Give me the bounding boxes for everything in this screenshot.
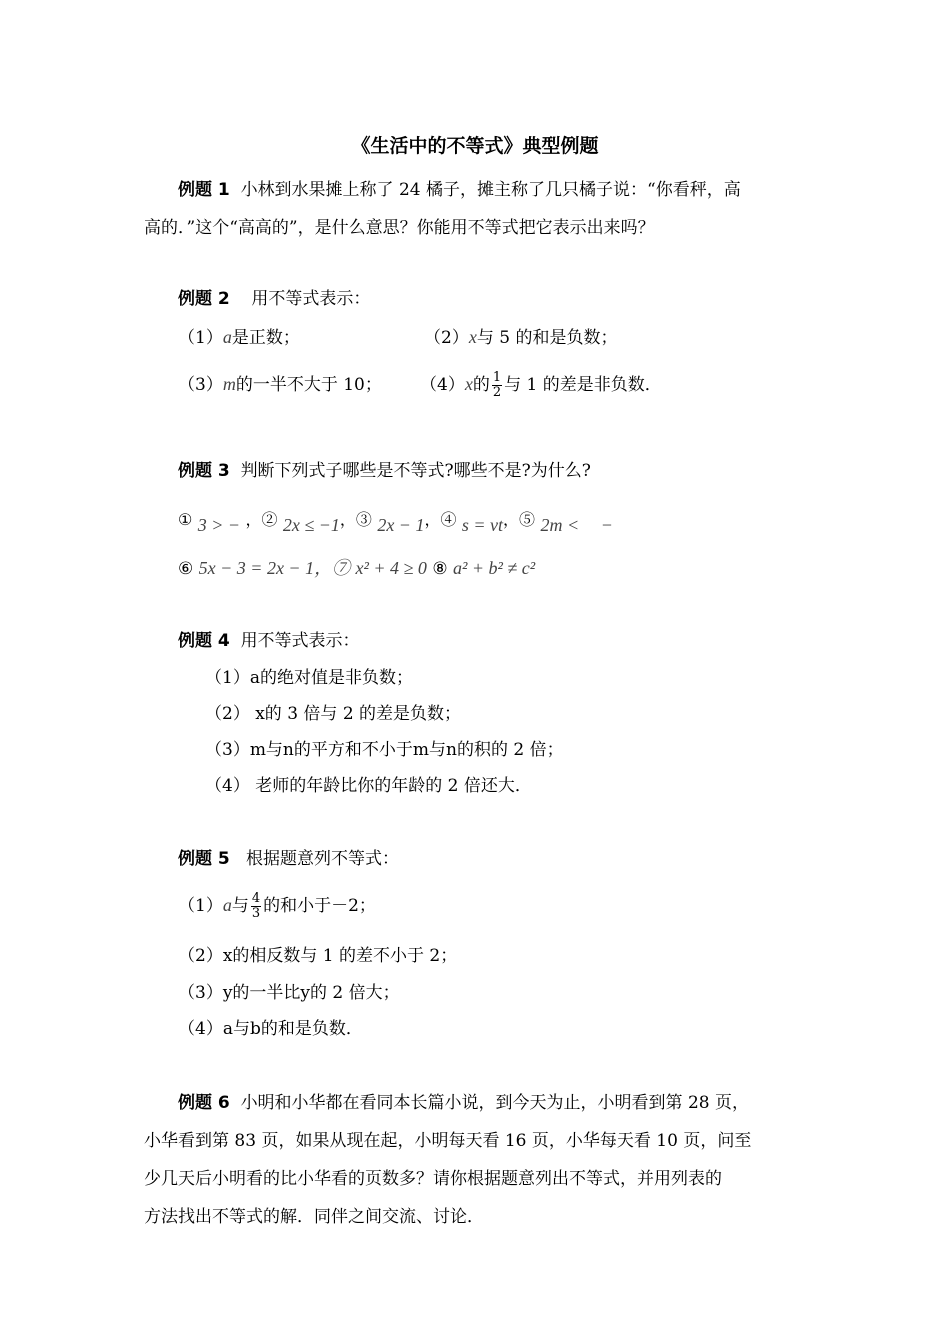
ex3-intro: 判断下列式子哪些是不等式?哪些不是?为什么?: [240, 461, 591, 481]
ex4-heading: [178, 631, 360, 651]
document-title: 《生活中的不等式》典型例题: [351, 135, 599, 157]
ex2-heading: [178, 289, 370, 309]
ex3-heading: [178, 461, 591, 481]
ex2-label: 例题 2: [178, 289, 230, 309]
fraction: $\frac{4}{3}$: [251, 891, 261, 921]
ex3-label: 例题 3: [178, 461, 230, 481]
ex6-line3: 少几天后小明看的比小华看的页数多？请你根据题意列出不等式，并用列表的: [144, 1169, 722, 1189]
ex2-item-1: （1）a是正数；: [178, 327, 300, 348]
ex5-intro: 根据题意列不等式：: [245, 849, 399, 869]
ex5-item-4: （4）a与b的和是负数．: [178, 1019, 363, 1039]
ex6-line4: 方法找出不等式的解．同伴之间交流、讨论．: [144, 1207, 484, 1227]
ex1-line1: [178, 180, 741, 200]
ex5-item-2: （2）x的相反数与 1 的差不小于 2；: [178, 946, 458, 966]
ex4-item-3: （3）m与n的平方和不小于m与n的积的 2 倍；: [205, 740, 564, 760]
ex4-intro: 用不等式表示：: [240, 631, 360, 651]
ex4-item-2: （2） x的 3 倍与 2 的差是负数；: [205, 704, 462, 724]
ex4-label: 例题 4: [178, 631, 230, 651]
ex6-line2: 小华看到第 83 页，如果从现在起，小明每天看 16 页，小华每天看 10 页，问至: [144, 1131, 752, 1151]
fraction: $\frac{1}{2}$: [492, 370, 502, 400]
ex1-text: 小林到水果摊上称了 24 橘子，摊主称了几只橘子说：“你看秤，高: [240, 180, 741, 200]
ex1-label: 例题 1: [178, 180, 230, 200]
ex5-item-1: （1）a与 $\frac{4}{3}$ 的和小于－2；: [178, 891, 376, 921]
ex1-line2: 高的．”这个“高高的”，是什么意思？你能用不等式把它表示出来吗？: [144, 218, 655, 238]
ex5-item-3: （3）y的一半比y的 2 倍大；: [178, 983, 400, 1003]
ex2-item-4: （4）x的 $\frac{1}{2}$ 与 1 的差是非负数．: [420, 370, 662, 400]
ex3-expressions-line1: ① 3 > − ，② 2x ≤ −1，③ 2x − 1，④ s = vt，⑤ 2m < −: [178, 510, 613, 535]
ex4-item-1: （1）a的绝对值是非负数；: [205, 668, 413, 688]
ex4-item-4: （4） 老师的年龄比你的年龄的 2 倍还大．: [205, 776, 532, 796]
ex6-label: 例题 6: [178, 1093, 230, 1113]
ex3-expressions-line2: ⑥ 5x − 3 = 2x − 1，⑦ x² + 4 ≥ 0 ⑧ a² + b² ≠ c²: [178, 558, 536, 579]
ex5-heading: [178, 849, 399, 869]
ex5-label: 例题 5: [178, 849, 230, 869]
ex2-item-2: （2）x与 5 的和是负数；: [424, 327, 618, 348]
ex6-line1: 例题 6 小明和小华都在看同本长篇小说，到今天为止，小明看到第 28 页，: [178, 1093, 750, 1113]
ex2-intro: 用不等式表示：: [251, 289, 371, 309]
ex2-item-3: （3）m的一半不大于 10；: [178, 374, 382, 395]
